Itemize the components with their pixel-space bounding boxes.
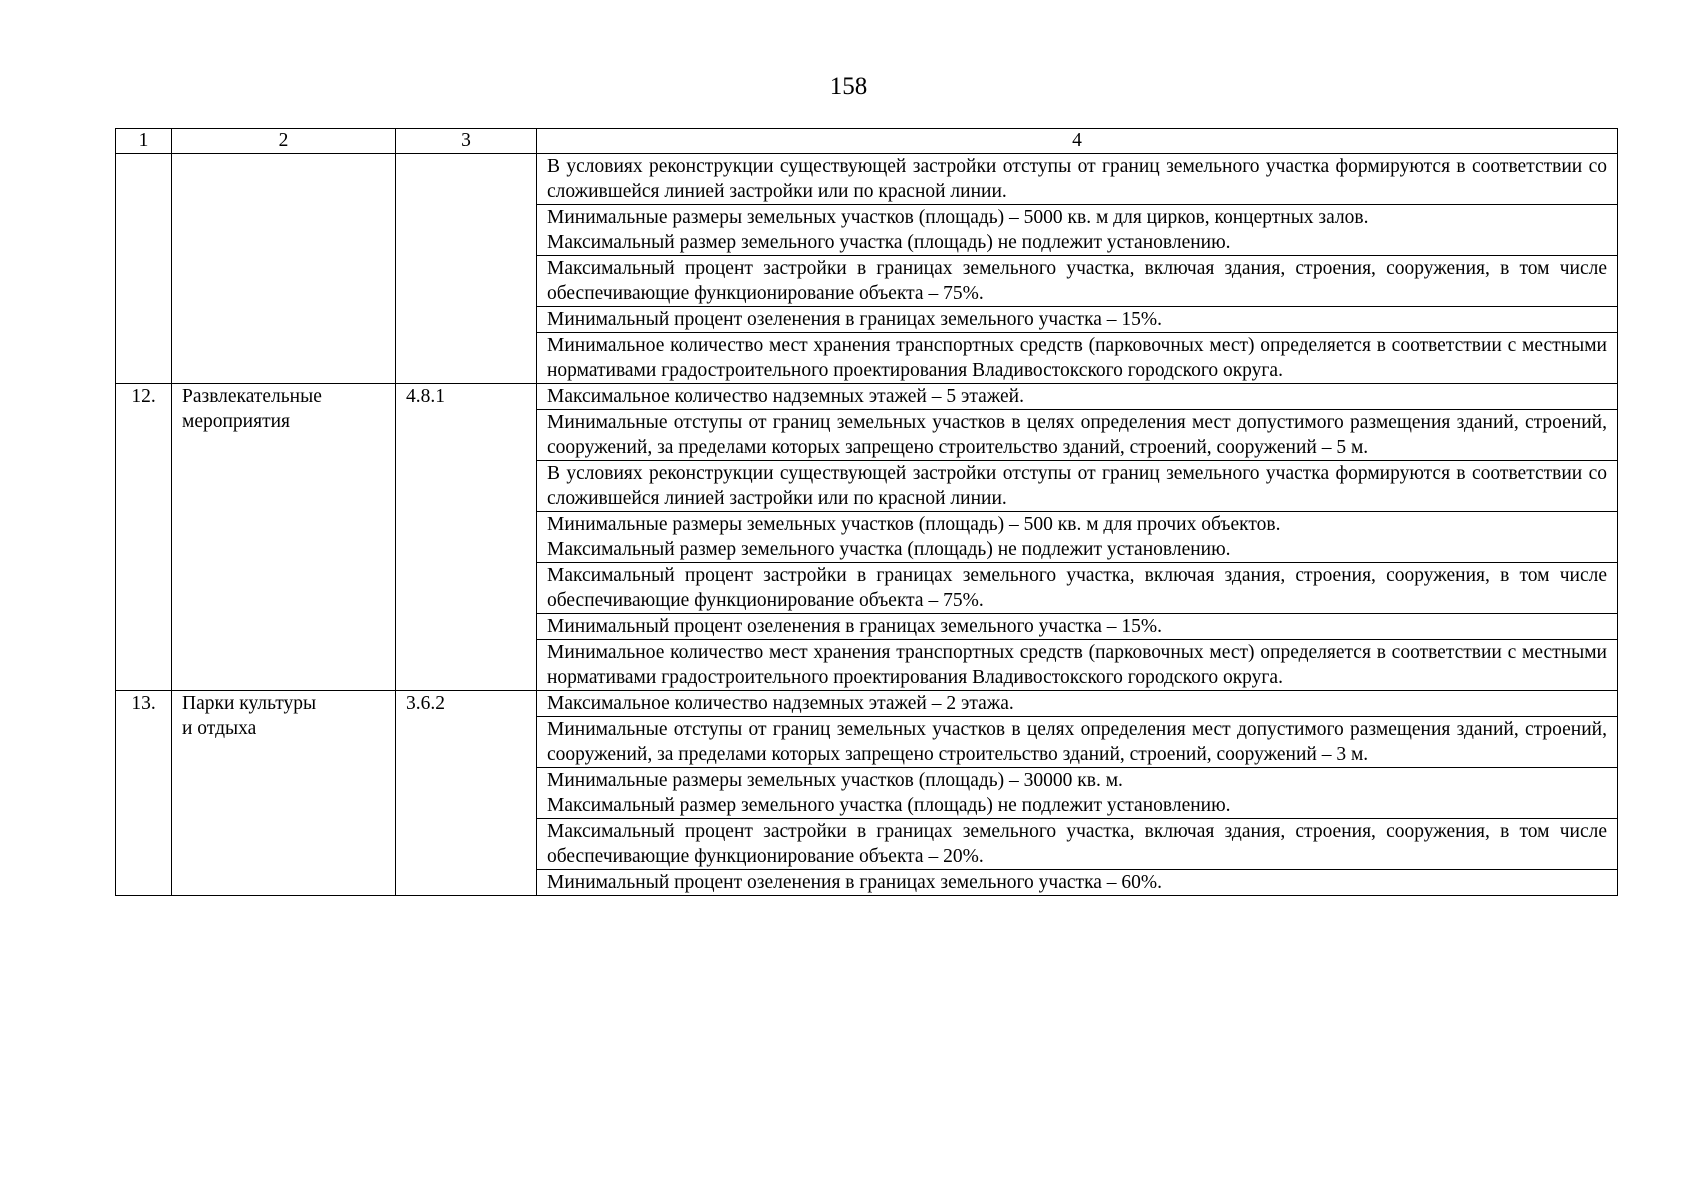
parameter-text: Минимальное количество мест хранения транспортных средств (парковочных мест) определяется в соответствии с местными нормативами градостроительного проектирования Владивостокского городского округа. xyxy=(537,333,1618,384)
table-header-row xyxy=(116,129,1618,154)
use-code-cell xyxy=(396,154,537,384)
parameter-text: Минимальный процент озеленения в границах земельного участка – 15%. xyxy=(537,307,1618,333)
parameter-text: Максимальный процент застройки в границах земельного участка, включая здания, строения, сооружения, в том числе обеспечивающие функционирование объекта – 75%. xyxy=(537,563,1618,614)
page-number: 158 xyxy=(829,73,868,100)
parameter-text: Максимальный процент застройки в границах земельного участка, включая здания, строения, сооружения, в том числе обеспечивающие функционирование объекта – 75%. xyxy=(537,256,1618,307)
row-number-cell: 13. xyxy=(116,691,172,896)
parameter-text: Минимальный процент озеленения в границах земельного участка – 60%. xyxy=(537,870,1618,896)
column-header-2: 2 xyxy=(172,129,396,154)
parameter-text: Минимальные отступы от границ земельных участков в целях определения мест допустимого размещения зданий, строений, сооружений, за пределами которых запрещено строительство зданий, строений, сооружений – 5 м. xyxy=(537,410,1618,461)
use-code-cell: 3.6.2 xyxy=(396,691,537,896)
parameter-text: Минимальные размеры земельных участков (площадь) – 500 кв. м для прочих объектов. Максимальный размер земельного участка (площадь) не подлежит установлению. xyxy=(537,512,1618,563)
column-header-3: 3 xyxy=(396,129,537,154)
parameter-text: Минимальные размеры земельных участков (площадь) – 5000 кв. м для цирков, концертных залов. Максимальный размер земельного участка (площадь) не подлежит установлению. xyxy=(537,205,1618,256)
regulations-table xyxy=(115,128,1618,896)
use-name-cell: Парки культуры и отдыха xyxy=(172,691,396,896)
use-code-cell: 4.8.1 xyxy=(396,384,537,691)
parameter-text: Минимальные размеры земельных участков (площадь) – 30000 кв. м. Максимальный размер земельного участка (площадь) не подлежит установлению. xyxy=(537,768,1618,819)
parameter-text: В условиях реконструкции существующей застройки отступы от границ земельного участка формируются в соответствии со сложившейся линией застройки или по красной линии. xyxy=(537,154,1618,205)
row-number-cell: 12. xyxy=(116,384,172,691)
column-header-4: 4 xyxy=(537,129,1618,154)
parameter-text: В условиях реконструкции существующей застройки отступы от границ земельного участка формируются в соответствии со сложившейся линией застройки или по красной линии. xyxy=(537,461,1618,512)
table-row xyxy=(116,154,1618,205)
parameter-text: Максимальный процент застройки в границах земельного участка, включая здания, строения, сооружения, в том числе обеспечивающие функционирование объекта – 20%. xyxy=(537,819,1618,870)
use-name-cell xyxy=(172,154,396,384)
parameter-text: Максимальное количество надземных этажей – 5 этажей. xyxy=(537,384,1618,410)
parameter-text: Максимальное количество надземных этажей – 2 этажа. xyxy=(537,691,1618,717)
parameter-text: Минимальные отступы от границ земельных участков в целях определения мест допустимого размещения зданий, строений, сооружений, за пределами которых запрещено строительство зданий, строений, сооружений – 3 м. xyxy=(537,717,1618,768)
parameter-text: Минимальный процент озеленения в границах земельного участка – 15%. xyxy=(537,614,1618,640)
parameter-text: Минимальное количество мест хранения транспортных средств (парковочных мест) определяется в соответствии с местными нормативами градостроительного проектирования Владивостокского городского округа. xyxy=(537,640,1618,691)
column-header-1: 1 xyxy=(116,129,172,154)
use-name-cell: Развлекательные мероприятия xyxy=(172,384,396,691)
table-row xyxy=(116,384,1618,410)
row-number-cell xyxy=(116,154,172,384)
table-row xyxy=(116,691,1618,717)
